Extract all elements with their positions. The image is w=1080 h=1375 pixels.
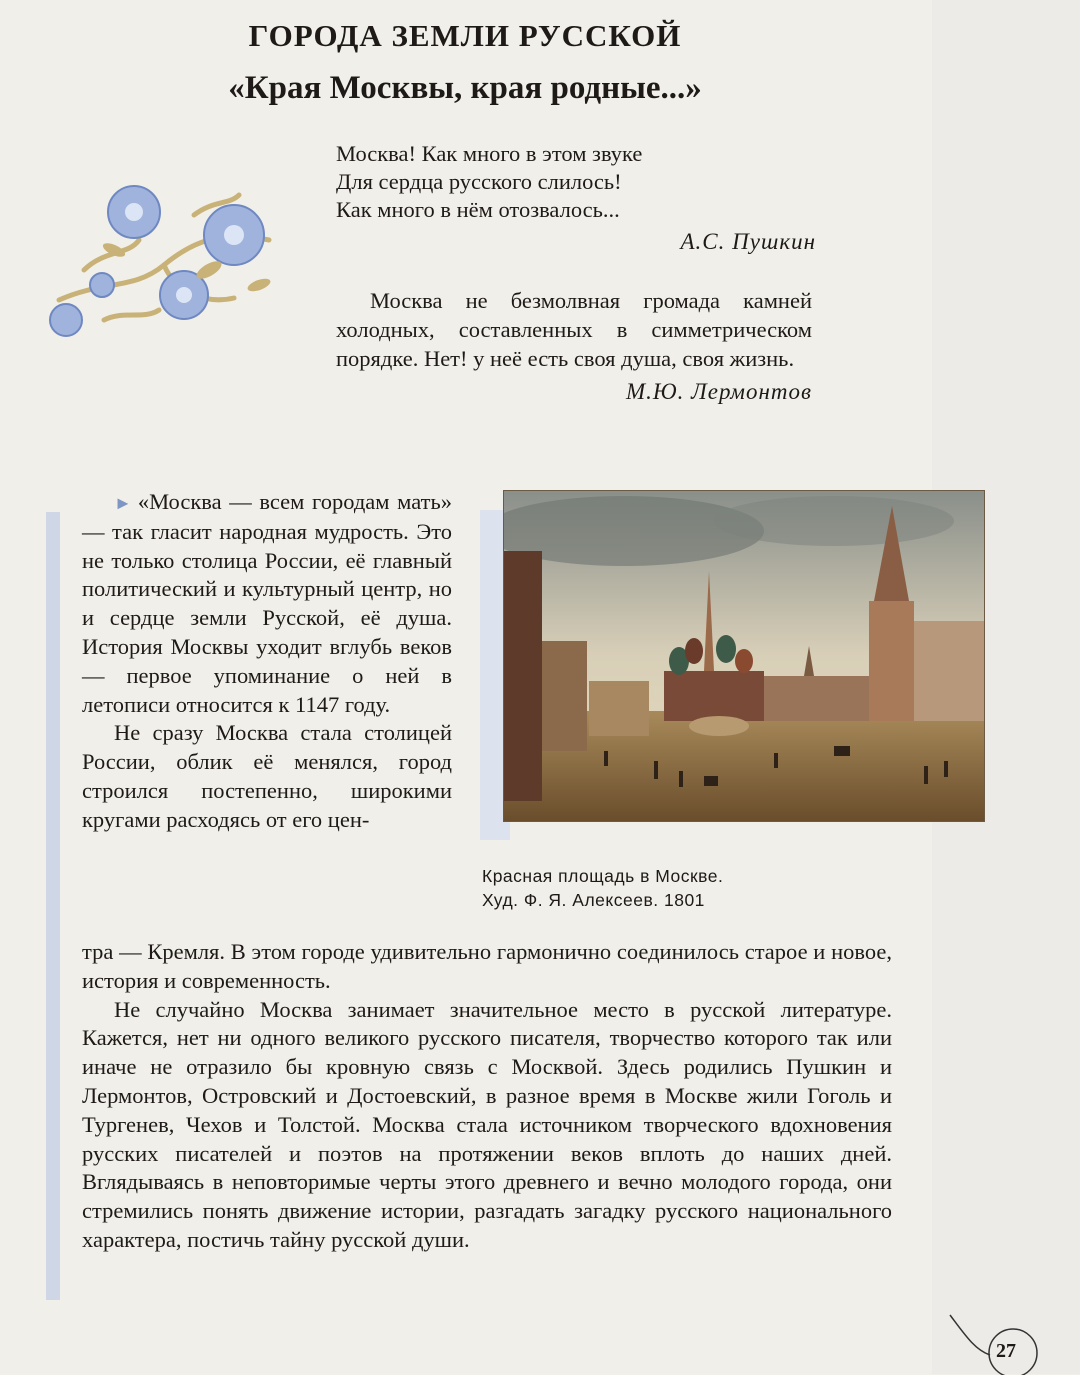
paragraph-text: «Москва — всем городам мать» — так гласит народная мудрость. Это не только столица России, её главный политический и культурный центр, но и сердце земли Русской, её душа. История Москвы уходит вглубь веков — первое упоминание о ней в летописи относится к 1147 году. <box>82 489 452 717</box>
page-number: 27 <box>996 1340 1016 1362</box>
pushkin-epigraph <box>336 140 816 256</box>
red-square-painting <box>503 490 985 822</box>
body-text-column <box>82 488 452 835</box>
epigraph-text: Москва не безмолвная громада камней холодных, составленных в симметрическом порядке. Нет! у неё есть своя душа, своя жизнь. <box>336 288 812 371</box>
epigraph-author: А.С. Пушкин <box>680 229 816 254</box>
paragraph: тра — Кремля. В этом городе удивительно гармонично соединилось старое и новое, история и современность. <box>82 939 892 993</box>
figure-caption <box>482 864 902 912</box>
caption-line: Красная площадь в Москве. <box>482 866 724 886</box>
paragraph <box>82 488 452 719</box>
side-accent-bar <box>46 512 60 1300</box>
epigraph-author: М.Ю. Лермонтов <box>626 379 812 404</box>
caption-line: Худ. Ф. Я. Алексеев. 1801 <box>482 890 705 910</box>
lermontov-epigraph <box>336 286 812 406</box>
epigraph-line: Для сердца русского слилось! <box>336 169 622 194</box>
section-title: ГОРОДА ЗЕМЛИ РУССКОЙ <box>248 18 682 53</box>
epigraph-line: Как много в нём отозвалось... <box>336 197 620 222</box>
epigraph-line: Москва! Как много в этом звуке <box>336 141 643 166</box>
paragraph: Не сразу Москва стала столицей России, облик её менялся, город строился постепенно, широкими кругами расходясь от его цен- <box>82 720 452 832</box>
body-text-full <box>82 938 892 1255</box>
floral-ornament-icon <box>44 170 284 345</box>
triangle-marker-icon: ► <box>114 493 132 513</box>
chapter-title: «Края Москвы, края родные...» <box>228 70 702 106</box>
paragraph: Не случайно Москва занимает значительное место в русской литературе. Кажется, нет ни одного великого русского писателя, творчество которого так или иначе не отразило бы кровную связь с Москвой. Здесь родились Пушкин и Лермонтов, Островский и Достоевский, в разное время в Москве жили Гоголь и Тургенев, Чехов и Толстой. Москва стала источником творческого вдохновения русских писателей и поэтов на протяжении веков вплоть до наших дней. Вглядываясь в неповторимые черты этого древнего и вечно молодого города, они стремились понять движение истории, разгадать загадку русского национального характера, постичь тайну русской души. <box>82 996 892 1252</box>
